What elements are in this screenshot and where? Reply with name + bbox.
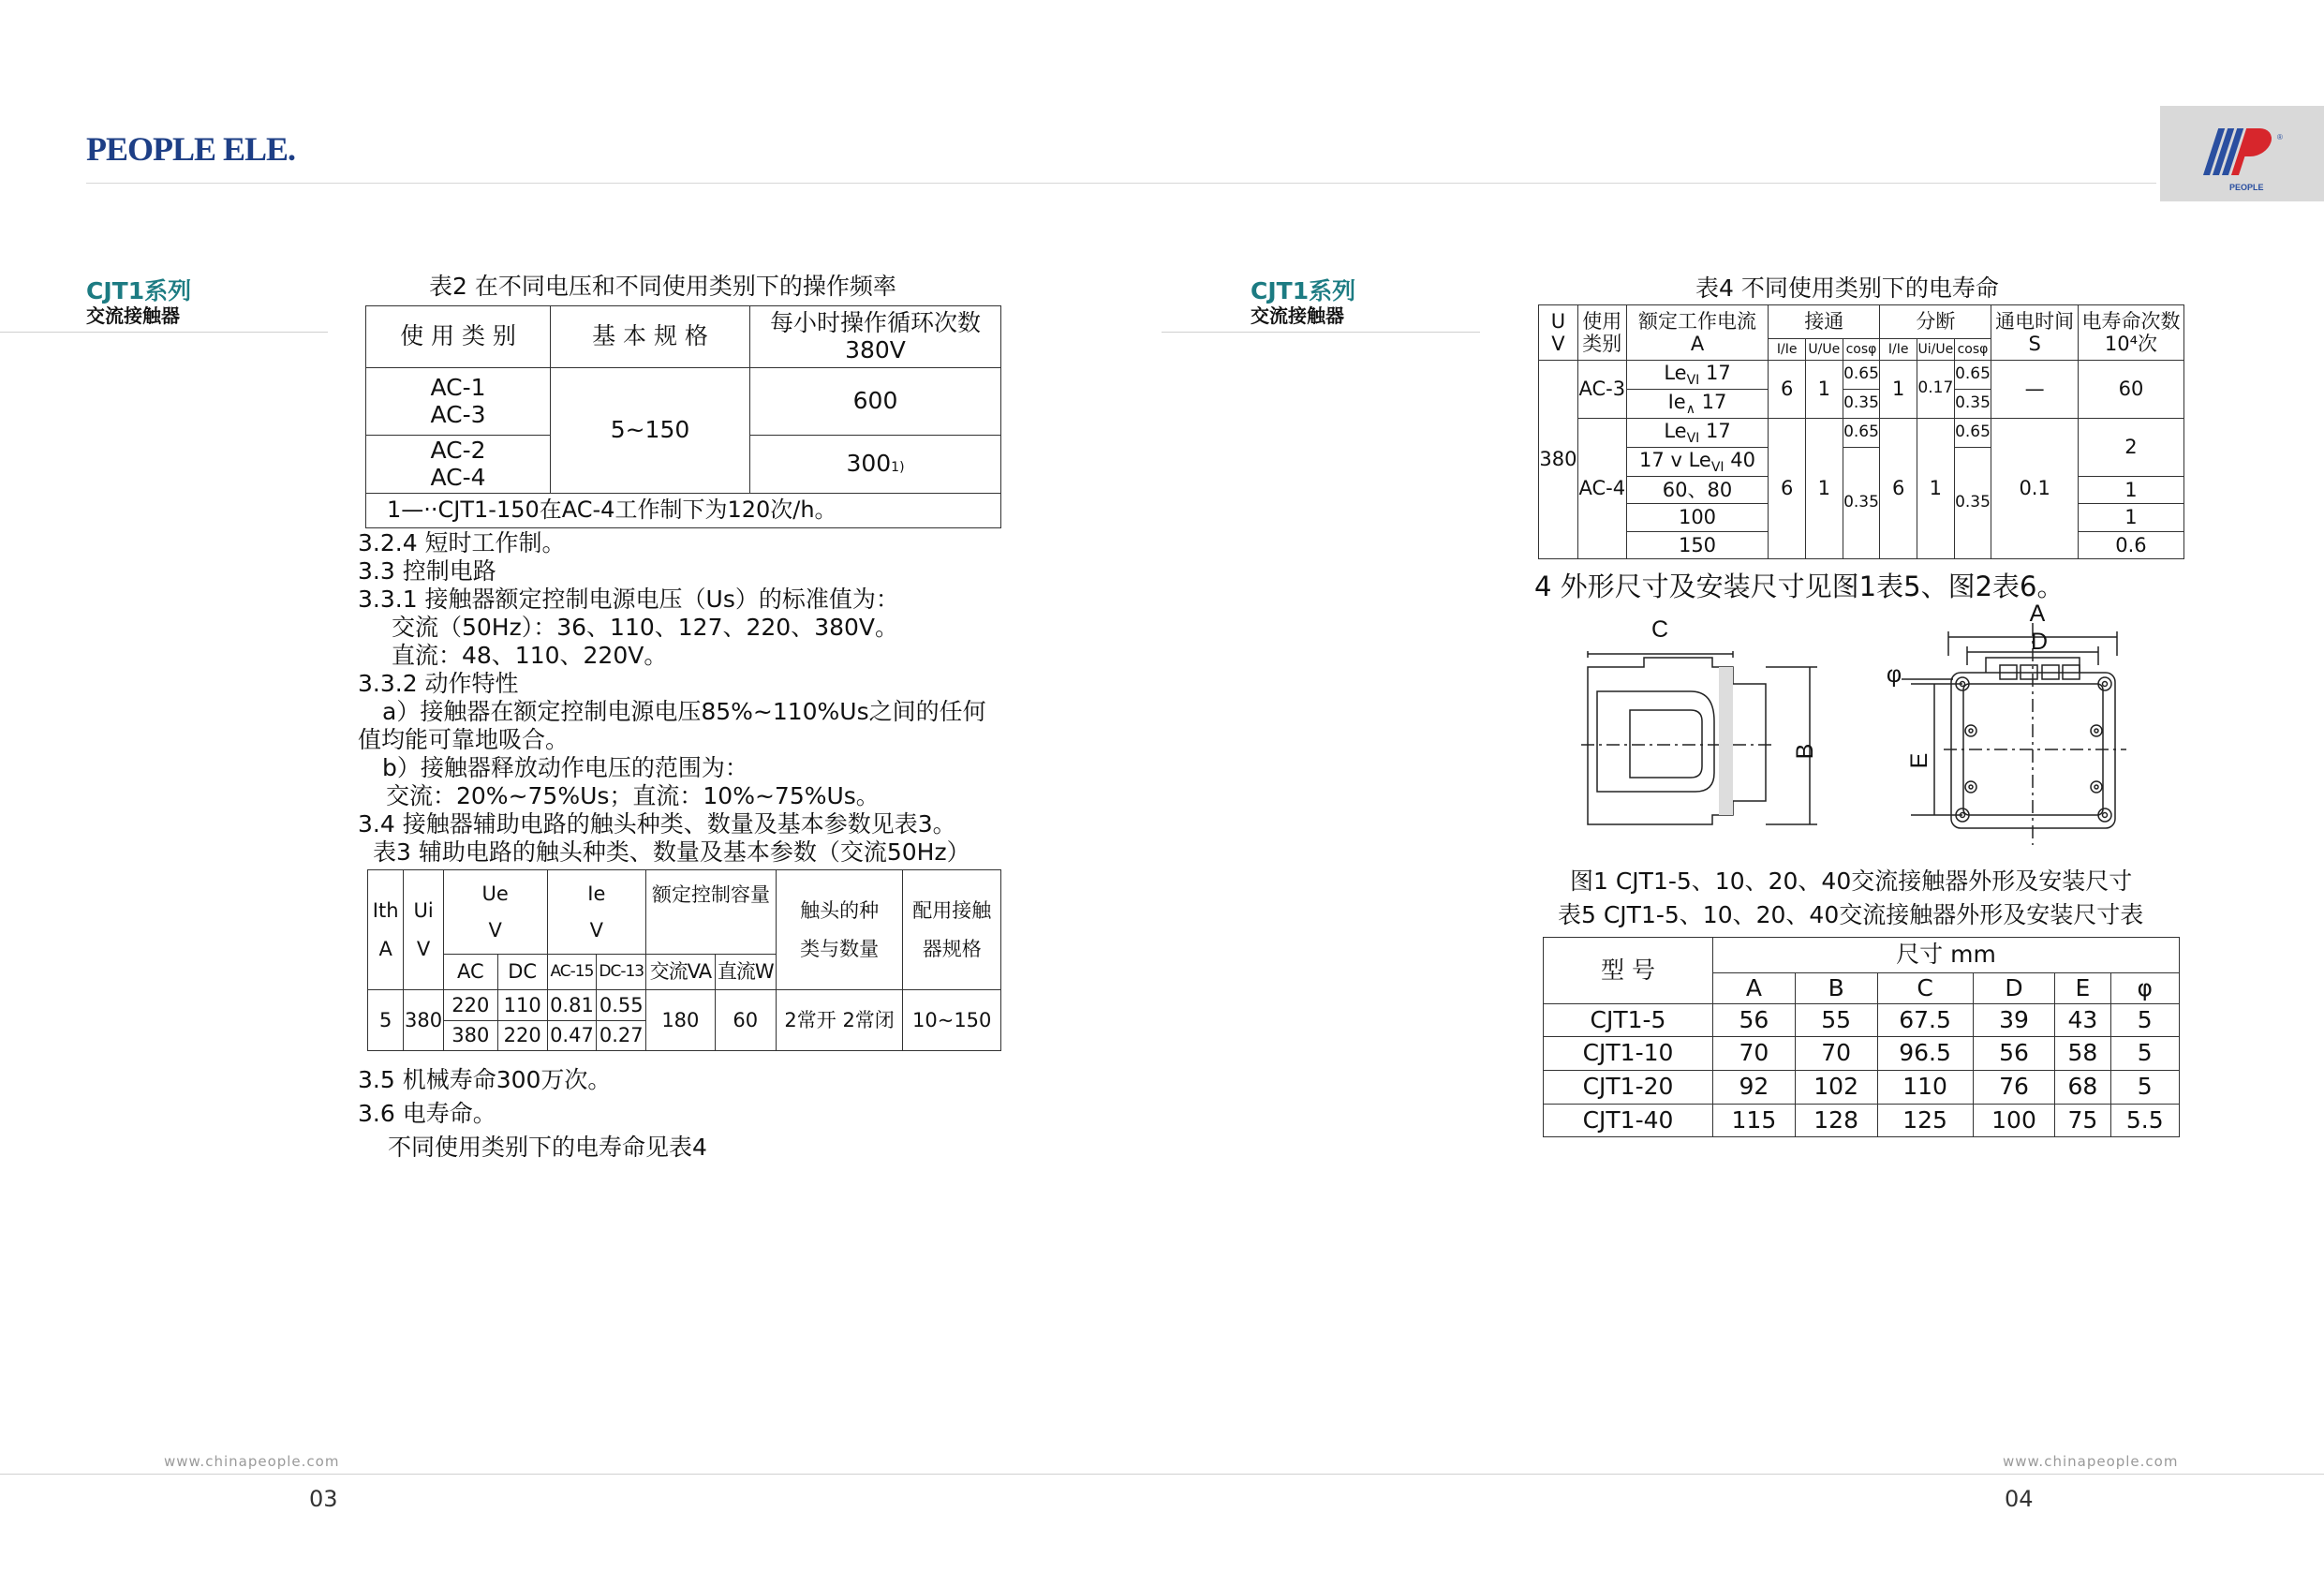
- table3-contact-line1: 触头的种: [800, 899, 880, 923]
- logo-text: PEOPLE: [2229, 183, 2264, 192]
- table4-ac3-current-1-value: 17: [1699, 361, 1731, 384]
- table5-col-d: D: [1973, 973, 2055, 1004]
- table4-ac4-current-2: [1626, 448, 1769, 477]
- table2-header-voltage: 380V: [845, 335, 906, 363]
- table4-ac4-life-3: 1: [2078, 504, 2183, 531]
- table3-ie-dc-1: 0.55: [597, 990, 646, 1021]
- table5-col-a: A: [1713, 973, 1796, 1004]
- clause-3-6-note: 不同使用类别下的电寿命见表4: [388, 1134, 707, 1161]
- table4-ac4-time: 0.1: [1991, 418, 2079, 558]
- table3-header-contact: [776, 870, 903, 990]
- clause-3-6: 3.6 电寿命。: [358, 1100, 496, 1127]
- table5-cell: 56: [1973, 1037, 2055, 1071]
- table5-col-c: C: [1877, 973, 1973, 1004]
- table4-cat-line2: 类别: [1582, 332, 1622, 355]
- table3-ith-unit: A: [378, 937, 392, 960]
- table4-ac3-current-2-value: 17: [1695, 390, 1727, 413]
- table4-life-label: 电寿命次数: [2081, 309, 2181, 333]
- table5-caption: 表5 CJT1-5、10、20、40交流接触器外形及安装尺寸表: [1558, 901, 2144, 928]
- table3-ie-ac-1: 0.81: [547, 990, 597, 1021]
- table5-cell: 125: [1877, 1105, 1973, 1137]
- table4-ac4-current-4: 100: [1626, 504, 1769, 531]
- table5-cell: 110: [1877, 1071, 1973, 1105]
- table3-match-value: 10~150: [903, 990, 1001, 1051]
- table4-header-make: 接通: [1769, 305, 1880, 339]
- table3-sub-dc13: DC-13: [597, 955, 646, 990]
- table4-ac3-break-u: 0.17: [1917, 360, 1955, 418]
- dim-label-d: D: [2030, 629, 2049, 655]
- table2-row1-category: [366, 368, 551, 436]
- table3-header-ue: [443, 870, 547, 955]
- left-text-block-2: [358, 1063, 707, 1164]
- table3-w-value: 60: [715, 990, 776, 1051]
- table4-ac3-make-i: 6: [1769, 360, 1806, 418]
- table4-ac4-current-2-text: Le: [1688, 448, 1711, 471]
- left-section-divider: [0, 332, 328, 333]
- table3-contact-value: 2常开 2常闭: [776, 990, 903, 1051]
- clause-a: a）接触器在额定控制电源电压85%~110%Us之间的任何: [382, 698, 986, 725]
- table-row: [1544, 1004, 2180, 1037]
- table4-ac4-make-cos-2: 0.35: [1843, 448, 1880, 559]
- table4-ac3-break-cos-1: 0.65: [1954, 360, 1991, 389]
- table5-model: CJT1-5: [1544, 1004, 1713, 1037]
- table4-ac3-cat: AC-3: [1577, 360, 1626, 418]
- logo-registered-mark: ®: [2277, 133, 2283, 141]
- table2-cat-ac3: AC-3: [430, 400, 486, 428]
- table5-cell: 128: [1795, 1105, 1877, 1137]
- table4-time-label: 通电时间: [1995, 309, 2075, 333]
- dim-label-b: B: [1792, 743, 1818, 760]
- table3-caption: 表3 辅助电路的触头种类、数量及基本参数（交流50Hz）: [373, 838, 970, 866]
- table4-sub-make-cos: cosφ: [1843, 338, 1880, 360]
- right-series-title: CJT1系列: [1251, 277, 1356, 304]
- table2-value-300: [750, 436, 1001, 494]
- table4-u-label: U: [1550, 309, 1566, 333]
- table2-cat-ac1: AC-1: [430, 373, 486, 401]
- table2-header-frequency-label: 每小时操作循环次数: [769, 308, 981, 336]
- table5-cell: 76: [1973, 1071, 2055, 1105]
- table3-header-ie: [547, 870, 646, 955]
- table5-cell: 5: [2110, 1071, 2180, 1105]
- contactor-dimension-drawing: [1574, 600, 2154, 862]
- table4-ac3-break-cos-2: 0.35: [1954, 390, 1991, 419]
- table5-cell: 39: [1973, 1004, 2055, 1037]
- clause-b: b）接触器释放动作电压的范围为：: [382, 754, 748, 781]
- table4-life-unit: 10⁴次: [2104, 332, 2158, 355]
- section-4-heading: 4 外形尺寸及安装尺寸见图1表5、图2表6。: [1534, 571, 2065, 602]
- table4-ac3-current-1-text: Le: [1664, 361, 1687, 384]
- table4-ac3-current-2-sub: ∧: [1685, 402, 1695, 417]
- table-row: [1544, 1037, 2180, 1071]
- table4-current-unit: A: [1690, 332, 1705, 355]
- table4-ac4-current-2-value: 40: [1724, 448, 1755, 471]
- table5-col-phi: φ: [2110, 973, 2180, 1004]
- clause-3-3: 3.3 控制电路: [358, 557, 496, 585]
- clause-a-cont: 值均能可靠地吸合。: [358, 726, 570, 753]
- brand-name: PEOPLE ELE.: [86, 130, 296, 168]
- table3-sub-va: 交流VA: [646, 955, 715, 990]
- table3-ie-label: Ie: [587, 882, 606, 906]
- table2-cat-ac4: AC-4: [430, 463, 486, 491]
- table5-cell: 70: [1713, 1037, 1796, 1071]
- table4-ac4-current-1-sub: VI: [1686, 431, 1700, 447]
- table3-match-line1: 配用接触: [912, 899, 992, 923]
- table3-sub-ac15: AC-15: [547, 955, 597, 990]
- table2: [365, 305, 1001, 528]
- clause-3-2-4: 3.2.4 短时工作制。: [358, 529, 566, 556]
- clause-3-5: 3.5 机械寿命300万次。: [358, 1066, 612, 1093]
- brand-logo: [2160, 106, 2324, 201]
- table4-ac4-current-2-start: 17: [1639, 448, 1665, 471]
- table4-sub-make-i: I/Ie: [1769, 338, 1806, 360]
- table3-ie-ac-2: 0.47: [547, 1021, 597, 1051]
- table4-ac4-break-u: 1: [1917, 418, 1955, 558]
- table4-ac4-make-cos-1: 0.65: [1843, 418, 1880, 447]
- table3-contact-line2: 类与数量: [800, 937, 880, 960]
- table5-cell: 102: [1795, 1071, 1877, 1105]
- table3-ue-dc-1: 110: [497, 990, 547, 1021]
- table3-ith-value: 5: [368, 990, 404, 1051]
- table4-u-unit: V: [1551, 332, 1565, 355]
- table4-header-cat: [1577, 305, 1626, 361]
- table3-header-match: [903, 870, 1001, 990]
- right-series-subtitle: 交流接触器: [1251, 304, 1344, 327]
- table2-note: 1—··CJT1-150在AC-4工作制下为120次/h。: [366, 494, 1001, 528]
- table3-header-ith: [368, 870, 404, 990]
- table5-model: CJT1-20: [1544, 1071, 1713, 1105]
- table4-ac4-current-5: 150: [1626, 531, 1769, 558]
- table4-ac3-current-2: [1626, 390, 1769, 419]
- table5-cell: 5: [2110, 1004, 2180, 1037]
- table4-cat-line1: 使用: [1582, 309, 1622, 333]
- table5-cell: 92: [1713, 1071, 1796, 1105]
- table4-ac4-life-1: 2: [2078, 418, 2183, 476]
- left-series-title: CJT1系列: [86, 277, 192, 304]
- table5-cell: 100: [1973, 1105, 2055, 1137]
- table4-voltage: 380: [1539, 360, 1578, 558]
- table5-cell: 56: [1713, 1004, 1796, 1037]
- table3-sub-w: 直流W: [715, 955, 776, 990]
- table4-caption: 表4 不同使用类别下的电寿命: [1695, 274, 1999, 302]
- table2-footnote-mark: 1): [891, 460, 905, 476]
- table3-ith-label: Ith: [372, 899, 399, 923]
- table3-header-ui: [404, 870, 444, 990]
- table4-header-break: 分断: [1880, 305, 1991, 339]
- table4-time-unit: S: [2028, 332, 2041, 355]
- table5-cell: 68: [2055, 1071, 2110, 1105]
- right-footer-url: www.chinapeople.com: [2003, 1453, 2179, 1470]
- table5-cell: 70: [1795, 1037, 1877, 1071]
- clause-3-4: 3.4 接触器辅助电路的触头种类、数量及基本参数见表3。: [358, 810, 956, 838]
- table2-value-600: 600: [750, 368, 1001, 436]
- table3-header-capacity: 额定控制容量: [646, 870, 777, 955]
- table2-header-frequency: [750, 306, 1001, 368]
- side-view: [1581, 651, 1817, 824]
- table5-cell: 67.5: [1877, 1004, 1973, 1037]
- table-row: [1544, 1071, 2180, 1105]
- table5-cell: 58: [2055, 1037, 2110, 1071]
- table3-ie-unit: V: [589, 918, 604, 942]
- table5-model: CJT1-10: [1544, 1037, 1713, 1071]
- table3-ie-dc-2: 0.27: [597, 1021, 646, 1051]
- table4-ac3-time: —: [1991, 360, 2079, 418]
- table3-match-line2: 器规格: [922, 937, 982, 960]
- left-text-block: [358, 529, 986, 838]
- clause-3-3-1: 3.3.1 接触器额定控制电源电压（Us）的标准值为：: [358, 586, 899, 613]
- figure1-caption: 图1 CJT1-5、10、20、40交流接触器外形及安装尺寸: [1570, 868, 2133, 895]
- header-divider: [86, 183, 2156, 184]
- table4-header-life: [2078, 305, 2183, 361]
- left-footer-url: www.chinapeople.com: [164, 1453, 340, 1470]
- left-series-subtitle: 交流接触器: [86, 304, 180, 327]
- table3-ue-ac-1: 220: [443, 990, 497, 1021]
- table4-ac4-cat: AC-4: [1577, 418, 1626, 558]
- table5: [1543, 937, 2180, 1137]
- table4-header-current: [1626, 305, 1769, 361]
- table3-ui-value: 380: [404, 990, 444, 1051]
- table5-header-size: 尺寸 mm: [1713, 938, 2180, 973]
- table4-ac3-make-u: 1: [1805, 360, 1843, 418]
- table2-cat-ac2: AC-2: [430, 436, 486, 464]
- table3-ui-unit: V: [416, 937, 431, 960]
- table3-sub-dc: DC: [497, 955, 547, 990]
- table4-ac4-life-4: 0.6: [2078, 531, 2183, 558]
- table4-sub-break-cos: cosφ: [1954, 338, 1991, 360]
- table5-col-b: B: [1795, 973, 1877, 1004]
- people-logo-icon: [2160, 106, 2324, 201]
- table4-ac4-current-1-value: 17: [1699, 419, 1731, 442]
- table2-header-spec: 基 本 规 格: [551, 306, 750, 368]
- table4-ac4-current-2-sub: VI: [1710, 460, 1724, 476]
- front-view: [1902, 623, 2126, 845]
- table4-ac4-current-1-text: Le: [1664, 419, 1687, 442]
- table5-cell: 5.5: [2110, 1105, 2180, 1137]
- table3-ue-unit: V: [488, 918, 502, 942]
- table4-ac4-make-u: 1: [1805, 418, 1843, 558]
- table4-sub-make-u: U/Ue: [1805, 338, 1843, 360]
- table-row: [1544, 1105, 2180, 1137]
- table3-va-value: 180: [646, 990, 715, 1051]
- table4-ac3-break-i: 1: [1880, 360, 1917, 418]
- table2-caption: 表2 在不同电压和不同使用类别下的操作频率: [429, 273, 896, 300]
- table5-cell: 43: [2055, 1004, 2110, 1037]
- table5-cell: 55: [1795, 1004, 1877, 1037]
- table4-ac3-current-1-sub: VI: [1686, 372, 1700, 388]
- table4-ac4-break-cos-2: 0.35: [1954, 448, 1991, 559]
- table4-header-u: [1539, 305, 1578, 361]
- table4-current-label: 额定工作电流: [1638, 309, 1756, 333]
- clause-3-3-2: 3.3.2 动作特性: [358, 670, 519, 697]
- right-page-number: 04: [2005, 1486, 2034, 1512]
- table4-ac3-life: 60: [2078, 360, 2183, 418]
- footer-divider: [0, 1474, 2324, 1475]
- clause-dc-voltage: 直流：48、110、220V。: [392, 642, 668, 669]
- table4-ac4-life-2: 1: [2078, 476, 2183, 503]
- table5-cell: 96.5: [1877, 1037, 1973, 1071]
- dim-label-a: A: [2029, 601, 2046, 627]
- table3-ui-label: Ui: [413, 899, 434, 923]
- table5-cell: 5: [2110, 1037, 2180, 1071]
- table4: [1538, 304, 2184, 559]
- table5-cell: 75: [2055, 1105, 2110, 1137]
- dim-label-e: E: [1906, 752, 1932, 769]
- table4-ac3-make-cos-1: 0.65: [1843, 360, 1880, 389]
- table3-ue-dc-2: 220: [497, 1021, 547, 1051]
- right-section-divider: [1162, 332, 1480, 333]
- clause-b-values: 交流：20%~75%Us；直流：10%~75%Us。: [386, 782, 880, 809]
- table4-ac4-current-1: [1626, 418, 1769, 447]
- left-page-number: 03: [309, 1486, 338, 1512]
- table2-spec-value: 5~150: [551, 368, 750, 494]
- table4-ac4-break-cos-1: 0.65: [1954, 418, 1991, 447]
- table3: [367, 869, 1001, 1051]
- table2-row2-category: [366, 436, 551, 494]
- table5-header-model: 型 号: [1544, 938, 1713, 1004]
- table4-sub-break-i: I/Ie: [1880, 338, 1917, 360]
- table4-ac3-current-2-text: Ie: [1667, 390, 1686, 413]
- table4-header-time: [1991, 305, 2079, 361]
- table4-ac4-current-3: 60、80: [1626, 476, 1769, 503]
- clause-ac-voltage: 交流（50Hz）：36、110、127、220、380V。: [392, 614, 899, 641]
- table4-sub-break-u: Ui/Ue: [1917, 338, 1955, 360]
- table5-cell: 115: [1713, 1105, 1796, 1137]
- dim-label-phi: φ: [1886, 661, 1902, 688]
- table3-ue-label: Ue: [481, 882, 509, 906]
- table3-sub-ac: AC: [443, 955, 497, 990]
- table4-ac3-make-cos-2: 0.35: [1843, 390, 1880, 419]
- table2-header-category: 使 用 类 别: [366, 306, 551, 368]
- table4-ac3-current-1: [1626, 360, 1769, 389]
- table5-model: CJT1-40: [1544, 1105, 1713, 1137]
- table2-value-300-text: 300: [846, 450, 892, 478]
- table5-col-e: E: [2055, 973, 2110, 1004]
- table4-ac4-break-i: 6: [1880, 418, 1917, 558]
- table4-ac4-current-2-op: v: [1664, 448, 1689, 471]
- table3-ue-ac-2: 380: [443, 1021, 497, 1051]
- dim-label-c: C: [1650, 616, 1669, 643]
- table4-ac4-make-i: 6: [1769, 418, 1806, 558]
